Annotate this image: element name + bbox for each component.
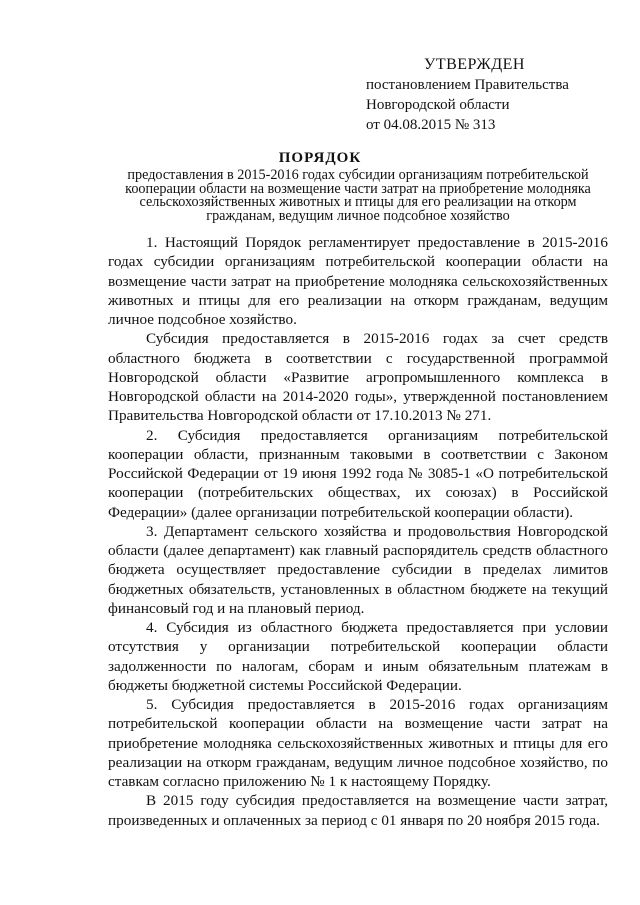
paragraph: 5. Субсидия предоставляется в 2015-2016 годах организациям потребительской кооперации области на возмещение части затрат на приобретение молодняка сельскохозяйственных животных и птицы для его реализации на откорм гражданам, ведущим личное подсобное хозяйство, по ставкам согласно приложению № 1 к настоящему Порядку. bbox=[108, 696, 608, 790]
approval-stamp bbox=[366, 55, 606, 135]
document-title: ПОРЯДОК bbox=[278, 150, 362, 166]
paragraph: 2. Субсидия предоставляется организациям потребительской кооперации области, признанным таковыми в соответствии с Законом Российской Федерации от 19 июня 1992 года № 3085-1 «О потребительской кооперации (потребительских обществах, их союзах) в Российской Федерации» (далее организации потребительской кооперации области). bbox=[108, 426, 608, 521]
paragraph: Субсидия предоставляется в 2015-2016 годах за счет средств областного бюджета в соответствии с государственной программой Новгородской области «Развитие агропромышленного комплекса в Новгородской области на 2014-2020 годы», утвержденной постановлением Правительства Новгородской области от 17.10.2013 № 271. bbox=[108, 330, 608, 425]
document-subtitle: предоставления в 2015-2016 годах субсидии организациям потребительской кооперации области на возмещение части затрат на приобретение молодняка сельскохозяйственных животных и птицы для его реализации на откорм гражданам, ведущим личное подсобное хозяйство bbox=[125, 167, 591, 224]
paragraph: 4. Субсидия из областного бюджета предоставляется при условии отсутствия у организации потребительской кооперации области задолженности по налогам, сборам и иным обязательным платежам в бюджеты бюджетной системы Российской Федерации. bbox=[108, 619, 608, 694]
approval-heading: УТВЕРЖДЕН bbox=[424, 56, 525, 73]
approval-line: от 04.08.2015 № 313 bbox=[366, 117, 496, 133]
document-body bbox=[108, 233, 608, 830]
paragraph: 1. Настоящий Порядок регламентирует предоставление в 2015-2016 годах субсидии организациям потребительской кооперации области на возмещение части затрат на приобретение молодняка сельскохозяйственных животных и птицы для его реализации на откорм гражданам, ведущим личное подсобное хозяйство. bbox=[108, 234, 608, 328]
paragraph: В 2015 году субсидия предоставляется на возмещение части затрат, произведенных и оплаченных за период с 01 января по 20 ноября 2015 года. bbox=[108, 792, 608, 829]
approval-line: постановлением Правительства bbox=[366, 77, 569, 93]
approval-line: Новгородской области bbox=[366, 97, 510, 113]
paragraph: 3. Департамент сельского хозяйства и продовольствия Новгородской области (далее департамент) как главный распорядитель средств областного бюджета осуществляет предоставление субсидии в пределах лимитов бюджетных обязательств, установленных в областном бюджете на текущий финансовый год и на плановый период. bbox=[108, 522, 608, 617]
